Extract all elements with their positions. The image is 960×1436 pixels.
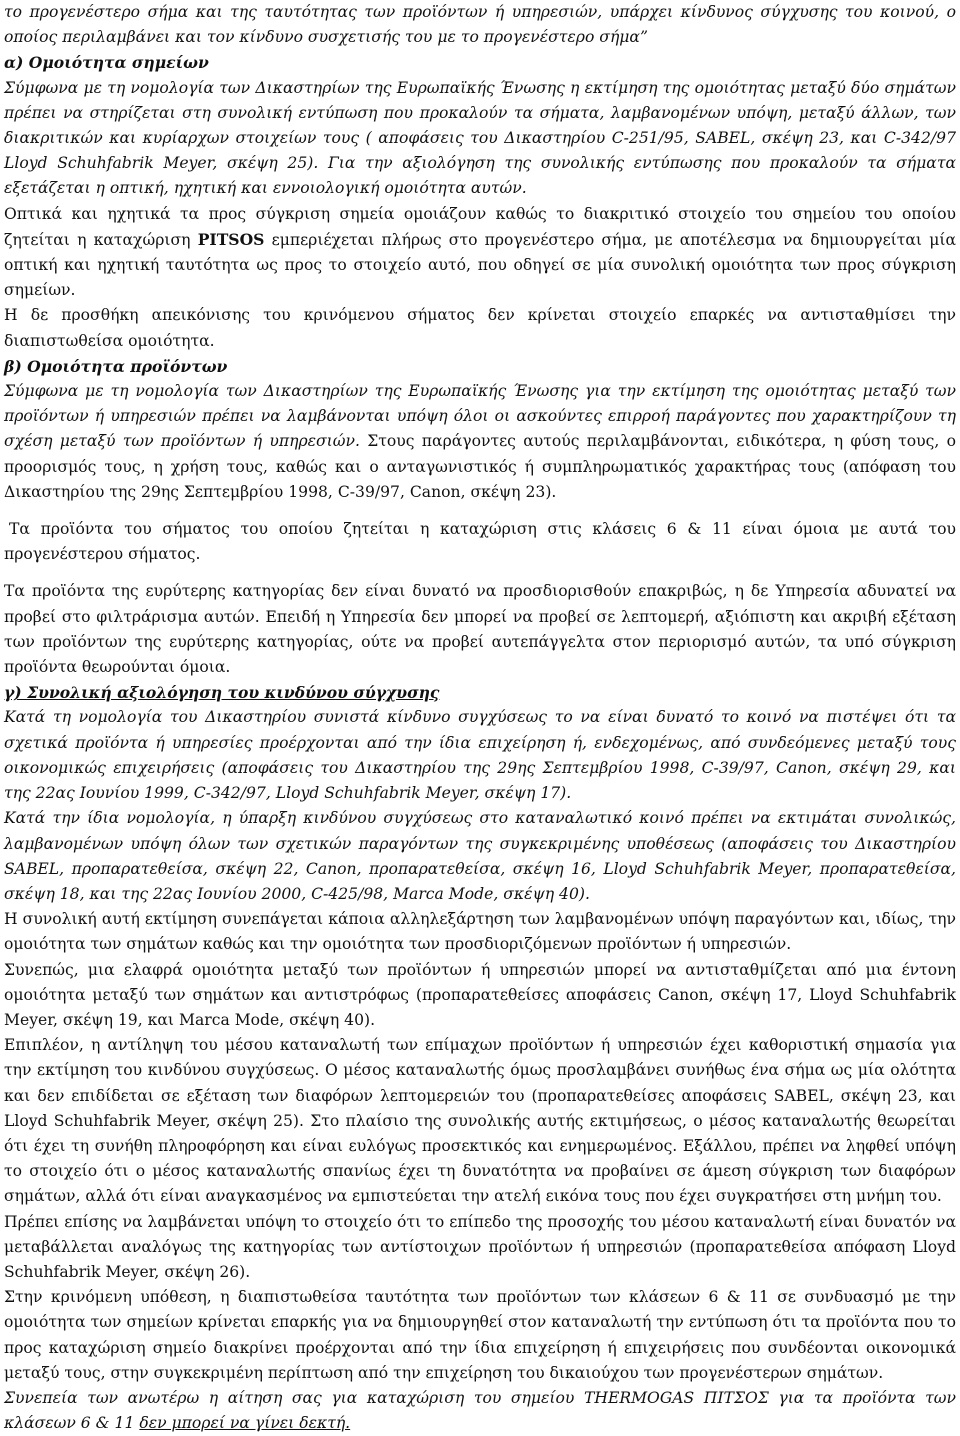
section-b-paragraph-1 — [4, 379, 956, 505]
section-c-heading: γ) Συνολική αξιολόγηση του κινδύνου σύγχυσης — [4, 683, 440, 703]
section-a-paragraph-2-pre: Οπτικά και ηχητικά τα προς σύγκριση σημεία ομοιάζουν καθώς το διακριτικό στοιχείο του σημείου του οποίου ζητείται η καταχώριση — [4, 204, 956, 249]
section-c-paragraph-1: Κατά τη νομολογία του Δικαστηρίου συνιστά κίνδυνο συγχύσεως το να είναι δυνατό το κοινό να πιστέψει ότι τα σχετικά προϊόντα ή υπηρεσίες προέρχονται από την ίδια επιχείρηση ή, ενδεχομένως, από συνδεόμενες μεταξύ τους οικονομικώς επιχειρήσεις (αποφάσεις του Δικαστηρίου της 29ης Σεπτεμβρίου 1998, C-39/97, Canon, σκέψη 29, και της 22ας Ιουνίου 1999, C-342/97, Lloyd Schuhfabrik Meyer, σκέψη 17). — [4, 708, 956, 803]
spacer — [4, 567, 956, 579]
trademark-pitsos: PITSOS — [197, 229, 265, 249]
section-c-paragraph-5: Επιπλέον, η αντίληψη του μέσου καταναλωτή των επίμαχων προϊόντων ή υπηρεσιών έχει καθοριστική σημασία για την εκτίμηση του κινδύνου συγχύσεως. Ο μέσος καταναλωτής όμως προσλαμβάνει συνήθως ένα σήμα ως μία ολότητα και δεν επιδίδεται σε εξέταση των διαφόρων λεπτομερειών του (προπαρατεθείσες αποφάσεις SABEL, σκέψη 23, και Lloyd Schuhfabrik Meyer, σκέψη 25). Στο πλαίσιο της συνολικής αυτής εκτιμήσεως, ο μέσος καταναλωτής θεωρείται ότι έχει τη συνήθη πληροφόρηση και είναι ευλόγως προσεκτικός και ενημερωμένος. Εξάλλου, πρέπει να ληφθεί υπόψη το στοιχείο ότι ο μέσος καταναλωτής σπανίως έχει τη δυνατότητα να προβαίνει σε άμεση σύγκριση των διαφόρων σημάτων, αλλά ότι είναι αναγκασμένος να εμπιστεύεται την ατελή εικόνα τους που έχει συγκρατήσει στη μνήμη του. — [4, 1036, 956, 1206]
conclusion-text: Συνεπεία των ανωτέρω η αίτηση σας για καταχώριση του σημείου THERMOGAS ΠΙΤΣΟΣ για τα προϊόντα των κλάσεων 6 & 11 — [4, 1388, 956, 1433]
section-b-heading: β) Ομοιότητα προϊόντων — [4, 356, 228, 376]
section-a-paragraph-1-part-2: Για την αξιολόγηση της συνολικής εντύπωσης που προκαλούν τα σήματα εξετάζεται η οπτική, ηχητική και εννοιολογική ομοιότητα αυτών. — [4, 154, 956, 198]
section-c-paragraph-4: Συνεπώς, μια ελαφρά ομοιότητα μεταξύ των προϊόντων ή υπηρεσιών μπορεί να αντισταθμίζεται από μια έντονη ομοιότητα μεταξύ των σημάτων και αντιστρόφως (προπαρατεθείσες αποφάσεις Canon, σκέψη 17, Lloyd Schuhfabrik Meyer, σκέψη 19, και Marca Mode, σκέψη 40). — [4, 960, 956, 1029]
section-a-paragraph-1 — [4, 76, 956, 202]
section-a-paragraph-2-post: εμπεριέχεται πλήρως στο προγενέστερο σήμα, με αποτέλεσμα να δημιουργείται μία οπτική και ηχητική ταυτότητα ως προς το στοιχείο αυτό, που οδηγεί σε μία συνολική ομοιότητα των προς σύγκριση σημείων. — [4, 230, 957, 300]
section-b-paragraph-2: Τα προϊόντα του σήματος του οποίου ζητείται η καταχώριση στις κλάσεις 6 & 11 είναι όμοια με αυτά του προγενέστερου σήματος. — [4, 520, 956, 564]
section-a-paragraph-3: Η δε προσθήκη απεικόνισης του κρινόμενου σήματος δεν κρίνεται στοιχείο επαρκές να αντισταθμίσει την διαπιστωθείσα ομοιότητα. — [4, 306, 956, 350]
spacer — [4, 505, 956, 517]
section-b-paragraph-1-rest: Στους παράγοντες αυτούς περιλαμβάνονται, ειδικότερα, η φύση τους, ο προορισμός τους, η χρήση τους, καθώς και ο ανταγωνιστικός ή συμπληρωματικός χαρακτήρας τους (απόφαση του Δικαστηρίου της 29ης Σεπτεμβρίου 1998, C-39/97, Canon, σκέψη 23). — [4, 432, 956, 501]
section-c-paragraph-6: Πρέπει επίσης να λαμβάνεται υπόψη το στοιχείο ότι το επίπεδο της προσοχής του μέσου καταναλωτή είναι δυνατόν να μεταβάλλεται αναλόγως της κατηγορίας των αντίστοιχων προϊόντων ή υπηρεσιών (προπαρατεθείσα απόφαση Lloyd Schuhfabrik Meyer, σκέψη 26). — [4, 1212, 956, 1281]
section-c-paragraph-7: Στην κρινόμενη υπόθεση, η διαπιστωθείσα ταυτότητα των προϊόντων των κλάσεων 6 & 11 σε συνδυασμό με την ομοιότητα των σημείων κρίνεται επαρκής για να δημιουργηθεί στον καταναλωτή την εντύπωση ότι τα προϊόντα που το προς καταχώριση σημείο διακρίνει προέρχονται από την ίδια επιχείρηση ή επιχειρήσεις που συνδέονται οικονομικά μεταξύ τους, στην συγκεκριμένη περίπτωση από την επιχείρηση του δικαιούχου των προγενέστερων σημάτων. — [4, 1288, 956, 1382]
section-a-heading: α) Ομοιότητα σημείων — [4, 53, 209, 73]
section-b-paragraph-1-italic: Σύμφωνα με τη νομολογία των Δικαστηρίων της Ευρωπαϊκής Ένωσης για την εκτίμηση της ομοιότητας μεταξύ των προϊόντων ή υπηρεσιών πρέπει να λαμβάνονται υπόψη όλοι οι ασκούντες επιρροή παράγοντες που χαρακτηρίζουν τη σχέση μεταξύ των προϊόντων ή υπηρεσιών. — [4, 382, 956, 451]
section-c-paragraph-2: Κατά την ίδια νομολογία, η ύπαρξη κινδύνου συγχύσεως στο καταναλωτικό κοινό πρέπει να εκτιμάται συνολικώς, λαμβανομένων υπόψη όλων των σχετικών παραγόντων της συγκεκριμένης υποθέσεως (αποφάσεις του Δικαστηρίου SABEL, προπαρατεθείσα, σκέψη 22, Canon, προπαρατεθείσα, σκέψη 16, Lloyd Schuhfabrik Meyer, προπαρατεθείσα, σκέψη 18, και της 22ας Ιουνίου 2000, C-425/98, Marca Mode, σκέψη 40). — [4, 809, 956, 903]
conclusion-paragraph — [4, 1386, 956, 1436]
intro-paragraph: το προγενέστερο σήμα και της ταυτότητας των προϊόντων ή υπηρεσιών, υπάρχει κίνδυνος σύγχυσης του κοινού, ο οποίος περιλαμβάνει και τον κίνδυνο συσχετισής του με το προγενέστερο σήμα” — [4, 3, 956, 47]
section-a-paragraph-2 — [4, 202, 956, 304]
conclusion-verdict: δεν μπορεί να γίνει δεκτή. — [139, 1414, 351, 1433]
section-b-paragraph-3: Τα προϊόντα της ευρύτερης κατηγορίας δεν είναι δυνατό να προσδιορισθούν επακριβώς, η δε Υπηρεσία αδυνατεί να προβεί στο φιλτράρισμα αυτών. Επειδή η Υπηρεσία δεν μπορεί να προβεί σε λεπτομερή, αξιόπιστη και ακριβή εξέταση των προϊόντων της ευρύτερης κατηγορίας, ούτε να προβεί αυτεπάγγελτα στον περιορισμό αυτών, τα υπό σύγκριση προϊόντα θεωρούνται όμοια. — [4, 582, 956, 677]
section-a-paragraph-1-part-1: Σύμφωνα με τη νομολογία των Δικαστηρίων της Ευρωπαϊκής Ένωσης η εκτίμηση της ομοιότητας μεταξύ δύο σημάτων πρέπει να στηρίζεται στη συνολική εντύπωση που προκαλούν τα σήματα, λαμβανομένων υπόψη, μεταξύ άλλων, των διακριτικών και κυρίαρχων στοιχείων τους ( αποφάσεις του Δικαστηρίου C-251/95, SABEL, σκέψη 23, και C-342/97 Lloyd Schuhfabrik Meyer, σκέψη 25). — [4, 78, 956, 173]
section-c-paragraph-3: Η συνολική αυτή εκτίμηση συνεπάγεται κάποια αλληλεξάρτηση των λαμβανομένων υπόψη παραγόντων και, ιδίως, την ομοιότητα των σημάτων καθώς και την ομοιότητα των προσδιοριζόμενων προϊόντων ή υπηρεσιών. — [4, 910, 956, 954]
